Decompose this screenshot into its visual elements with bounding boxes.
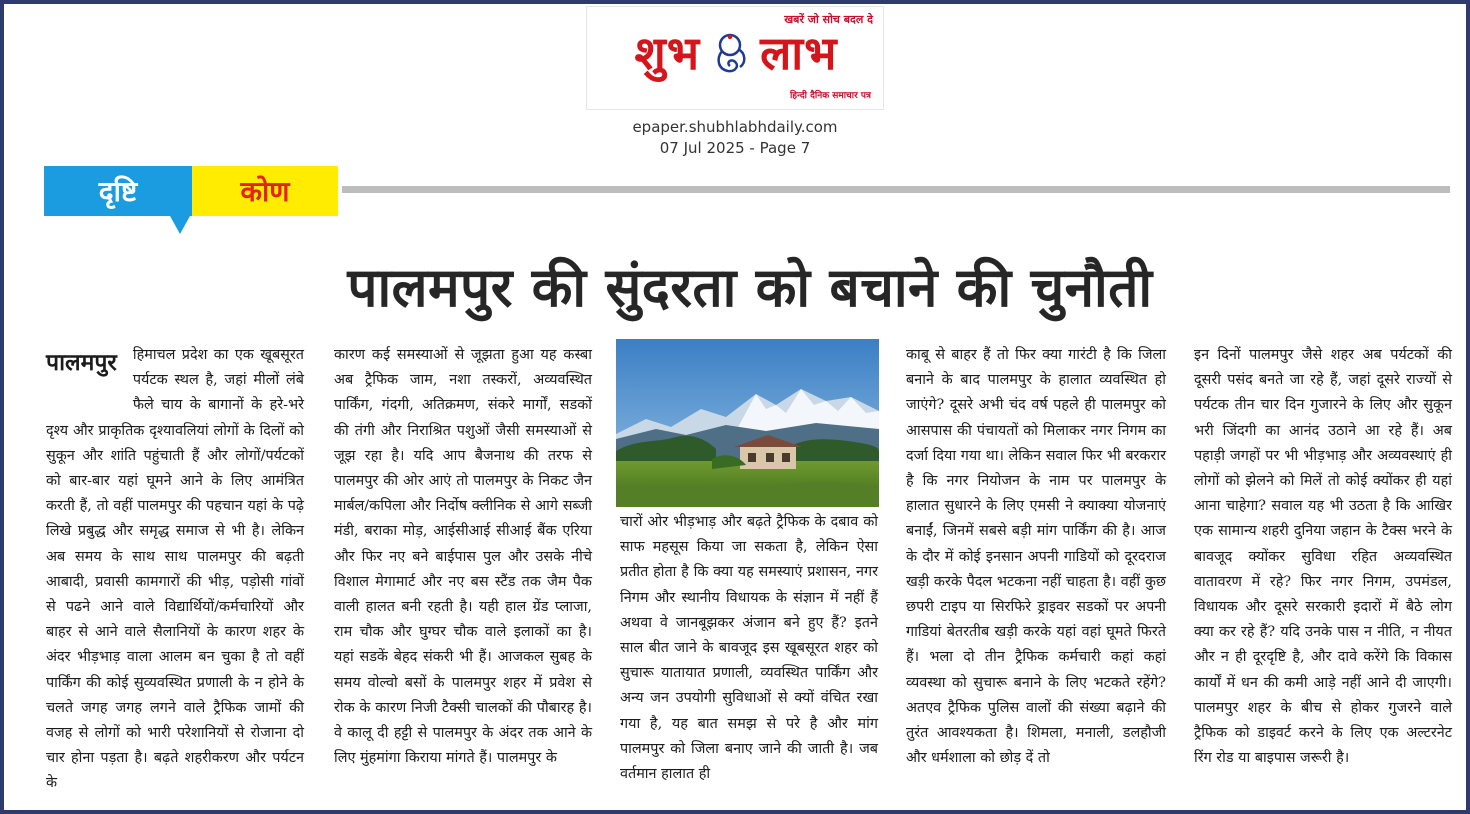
ganesh-icon	[708, 29, 752, 77]
section-tab-right	[192, 166, 338, 216]
logo-wordmark	[593, 23, 879, 83]
section-rule	[342, 186, 1450, 193]
epaper-url[interactable]: epaper.shubhlabhdaily.com	[632, 118, 838, 136]
mountain-landscape-photo	[616, 339, 879, 507]
article-headline: पालमपुर की सुंदरता को बचाने की चुनौती	[347, 256, 1153, 319]
article-column-4: काबू से बाहर हैं तो फिर क्या गारंटी है कि जिला बनाने के बाद पालमपुर के हालात व्यवस्थित हो जाएंगे? दूसरे अभी चंद वर्ष पहले ही पालमपुर को आसपास की पंचायतों को मिलाकर नगर निगम का दर्जा दिया गया था। लेकिन सवाल फिर भी बरकरार है कि नगर नियोजन के नाम पर पालमपुर के हालात सुधारने के लिए एमसी ने क्याक्या योजनाएं बनाईं, जिनमें सबसे बड़ी मांग पार्किंग की है। आज के दौर में कोई इनसान अपनी गाडियों को दूरदराज खड़ी करके पैदल भटकना नहीं चाहता है। वहीं कुछ छपरी टाइप या सिरफिरे ड्राइवर सडकों पर अपनी गाडियां बेतरतीब खड़ी करके यहां वहां घूमते फिरते हैं। भला दो तीन ट्रैफिक कर्मचारी कहां कहां व्यवस्था को सुचारू बनाने के लिए भटकते रहेंगे? अतएव ट्रैफिक पुलिस वालों की संख्या बढ़ाने की तुरंत आवश्यकता है। शिमला, मनाली, डलहौजी और धर्मशाला को छोड़ दें तो	[906, 347, 1166, 767]
section-tab-pointer	[170, 216, 190, 234]
article-dateline: पालमपुर	[46, 350, 117, 376]
article-column-1-text: हिमाचल प्रदेश का एक खूबसूरत पर्यटक स्थल है, जहां मीलों लंबे फैले चाय के बागानों के हरे-भरे दृश्य और प्राकृतिक दृश्यावलियां लोगों के दिलों को सुकून और शांति पहुंचाती हैं और लोगों/पर्यटकों को बार-बार यहां घूमने आने के लिए आमंत्रित करती हैं, तो वहीं पालमपुर की पहचान यहां के पढ़े लिखे प्रबुद्ध और समृद्ध समाज से भी है। लेकिन अब समय के साथ साथ पालमपुर की बढ़ती आबादी, प्रवासी कामगारों की भीड़, पड़ोसी गांवों से पढने आने वाले विद्यार्थियों/कर्मचारियों और बाहर से आने वाले सैलानियों के कारण शहर के अंदर भीड़भाड़ वाला आलम बन चुका है तो वहीं पार्किंग की कोई सुव्यवस्थित प्रणाली के न होने के चलते जगह जगह लगने वाले ट्रैफिक जामों की वजह से लोगों को भारी परेशानियों से रोजाना दो चार होना पड़ता है। बढ़ते शहरीकरण और पर्यटन के	[46, 347, 304, 792]
edition-date-page: 07 Jul 2025 - Page 7	[659, 139, 811, 157]
logo-word-left: शुभ	[634, 26, 701, 80]
article-column-3: चारों ओर भीड़भाड़ और बढ़ते ट्रैफिक के दबाव को साफ महसूस किया जा सकता है, लेकिन ऐसा प्रतीत होता है कि क्या यह समस्याएं प्रशासन, नगर निगम और स्थानीय विधायक के संज्ञान में नहीं हैं अथवा वे जानबूझकर अंजान बने हुए हैं? इतने साल बीत जाने के बावजूद इस खूबसूरत शहर को सुचारू यातायात प्रणाली, व्यवस्थित पार्किंग और अन्य जन उपयोगी सुविधाओं से क्यों वंचित रखा गया है, यह बात समझ से परे है और मांग पालमपुर को जिला बनाए जाने की जाती है। जब वर्तमान हालात ही	[620, 514, 878, 783]
article-column-5: इन दिनों पालमपुर जैसे शहर अब पर्यटकों की दूसरी पसंद बनते जा रहे हैं, जहां दूसरे राज्यों से पर्यटक तीन चार दिन गुजारने के लिए और सुकून भरी जिंदगी का आनंद उठाने आ रहे हैं। अब पहाड़ी जगहों पर भी भीड़भाड़ और अव्यवस्थाएं ही लोगों को झेलने को मिलें तो कोई क्योंकर ही यहां आना चाहेगा? सवाल यह भी उठता है कि आखिर एक सामान्य शहरी दुनिया जहान के टैक्स भरने के बावजूद क्योंकर सुविधा रहित अव्यवस्थित वातावरण में रहे? फिर नगर निगम, उपमंडल, विधायक और दूसरे सरकारी इदारों में बैठे लोग क्या कर रहे हैं? यदि उनके पास न नीति, न नीयत और न ही दूरदृष्टि है, और दावे करेंगे कि विकास कार्यों में धन की कमी आड़े नहीं आने दी जाएगी। पालमपुर शहर के बीच से होकर गुजरने वाले ट्रैफिक को डाइवर्ट करने के लिए एक अल्टरनेट रिंग रोड या बाइपास जरूरी है।	[1194, 347, 1452, 767]
section-tab-right-label: कोण	[240, 175, 290, 208]
article-column-1	[46, 343, 304, 797]
logo-tagline: खबरें जो सोच बदल दे	[784, 13, 873, 26]
logo-subtagline: हिन्दी दैनिक समाचार पत्र	[789, 91, 871, 101]
article-column-2: कारण कई समस्याओं से जूझता हुआ यह कस्बा अब ट्रैफिक जाम, नशा तस्करों, अव्यवस्थित पार्किंग, गंदगी, अतिक्रमण, संकरे मार्गों, सडकों की तंगी और निराश्रित पशुओं जैसी समस्याओं से जूझ रहा है। यदि आप बैजनाथ की तरफ से पालमपुर की ओर आएं तो पालमपुर के निकट जैन मार्बल/कपिला और निर्दोष क्लीनिक से आगे सब्जी मंडी, बराका मोड़, आईसीआई सीआई बैंक एरिया और फिर नए बने बाईपास पुल और उसके नीचे विशाल मेगामार्ट और नए बस स्टैंड तक जैम पैक वाली हालत बनी रहती है। यही हाल ग्रेंड प्लाजा, राम चौक और घुग्घर चौक वाले इलाकों का है। यहां सडकें बेहद संकरी भी हैं। आजकल सुबह के समय वोल्वो बसों के पालमपुर शहर में प्रवेश से रोक के कारण निजी टैक्सी चालकों की पौबारह है। वे कालू दी हट्टी से पालमपुर के अंदर तक आने के लिए मुंहमांगा किराया मांगते हैं। पालमपुर के	[334, 347, 592, 767]
masthead-logo[interactable]	[586, 6, 884, 110]
section-tab-left-label: दृष्टि	[98, 175, 138, 208]
section-tab-left	[44, 166, 192, 216]
logo-word-right: लाभ	[760, 26, 838, 80]
